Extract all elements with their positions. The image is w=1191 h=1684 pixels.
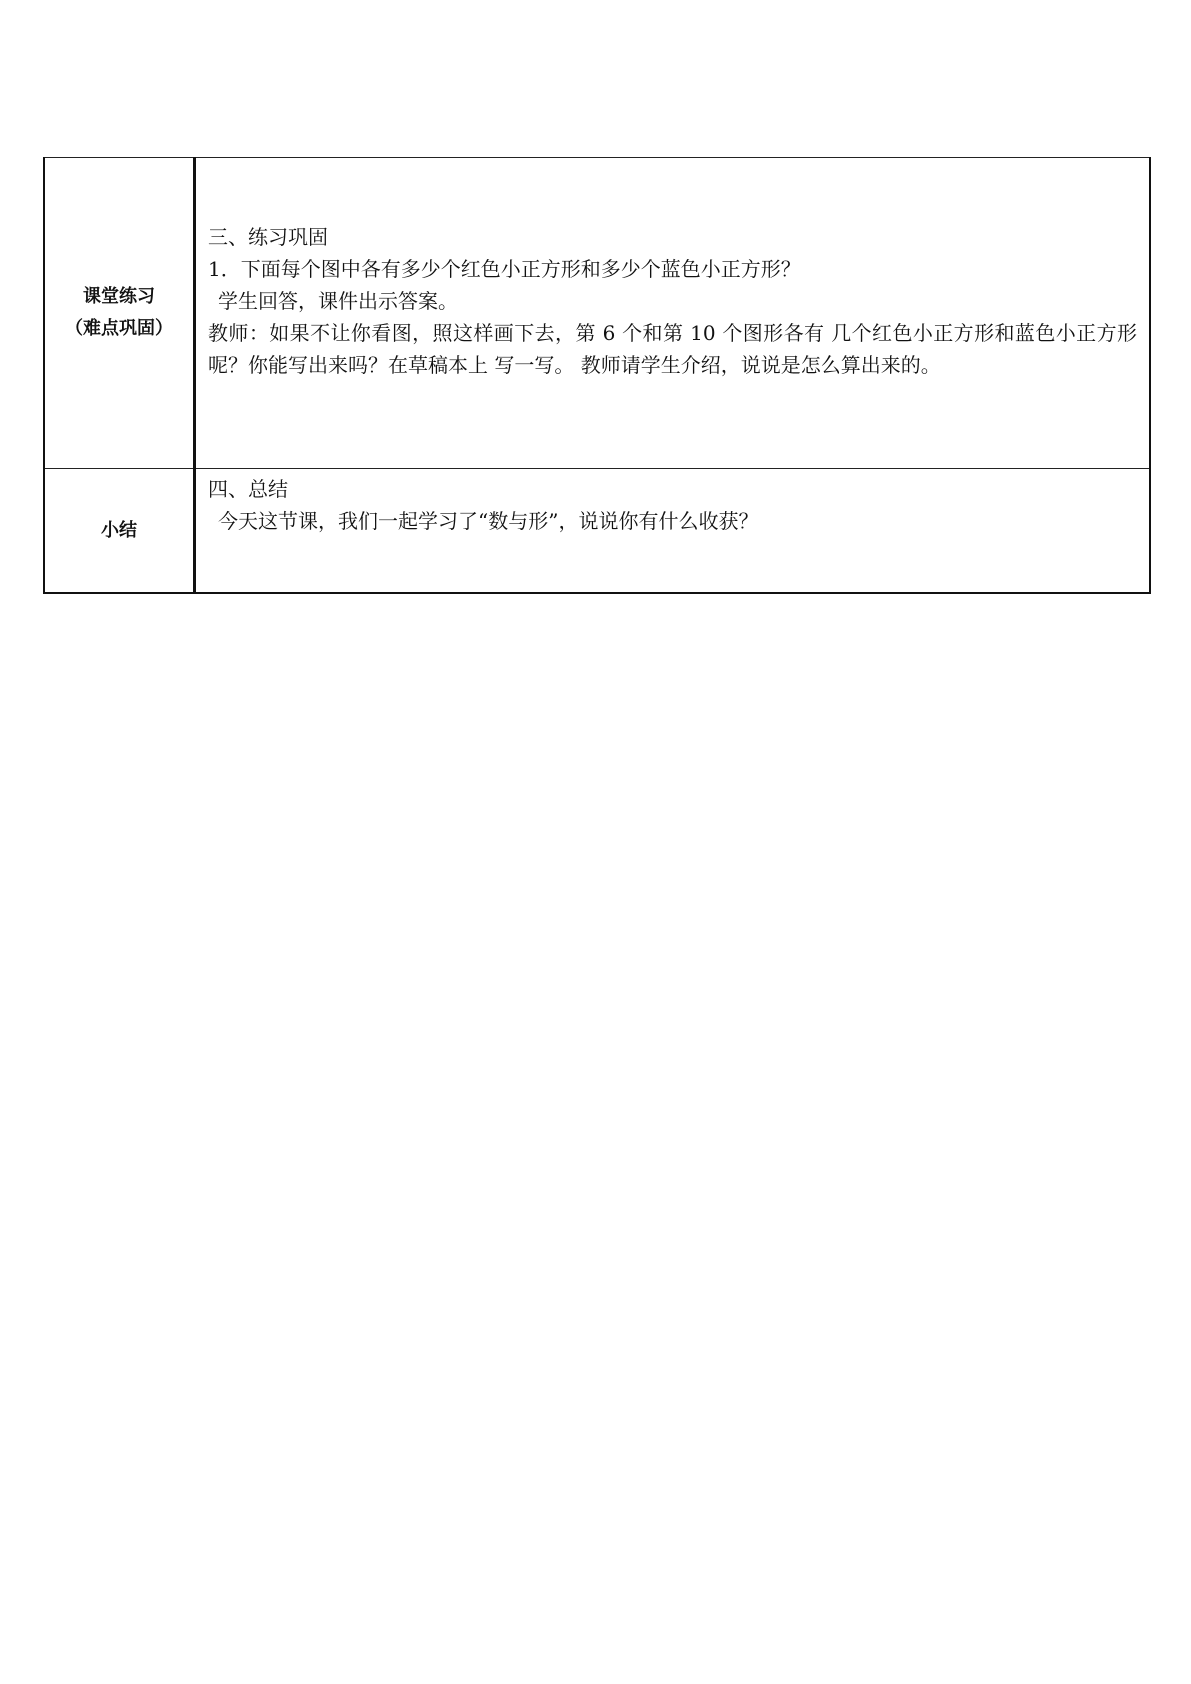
- question-text: 1．下面每个图中各有多少个红色小正方形和多少个蓝色小正方形？: [208, 257, 801, 281]
- activity-text: 学生回答，课件出示答案。: [218, 289, 458, 313]
- teacher-prompt-text: 教师：如果不让你看图，照这样画下去，第 6 个和第 10 个图形各有 几个红色小正方形和蓝色小正方形呢？你能写出来吗？在草稿本上 写一写。 教师请学生介绍，说说是怎么算出来的。: [208, 321, 1137, 377]
- label-line: 课堂练习: [83, 286, 155, 307]
- row-content-summary: [195, 469, 1151, 594]
- section-heading: 四、总结: [208, 477, 288, 501]
- label-line: 小结: [101, 519, 137, 541]
- section-heading: 三、练习巩固: [208, 225, 328, 249]
- table-row: [44, 158, 1150, 469]
- row-label-practice: [44, 158, 195, 469]
- row-label-summary: [44, 469, 195, 594]
- lesson-plan-table: [43, 157, 1151, 594]
- row-content-practice: [195, 158, 1151, 469]
- table-row: [44, 469, 1150, 594]
- label-line: （难点巩固）: [65, 318, 173, 339]
- summary-text: 今天这节课，我们一起学习了“数与形”，说说你有什么收获？: [218, 509, 759, 533]
